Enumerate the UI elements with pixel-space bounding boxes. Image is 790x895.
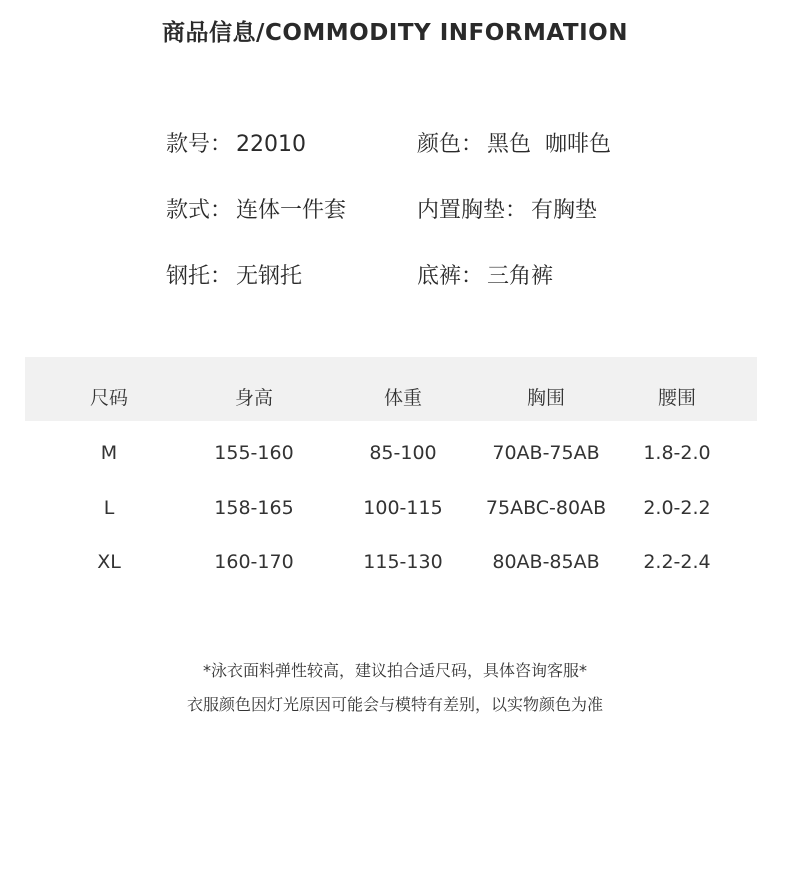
info-chest-pad [417, 196, 597, 226]
info-label: 底裤 [417, 264, 462, 289]
page-title: 商品信息/COMMODITY INFORMATION [162, 20, 628, 46]
header-cell-weight: 体重 [383, 387, 422, 409]
table-cell: XL [97, 551, 121, 573]
table-cell: 2.2-2.4 [643, 551, 711, 573]
table-cell: 70AB-75AB [492, 442, 600, 464]
info-value: 22010 [236, 132, 307, 157]
table-cell: 115-130 [363, 551, 443, 573]
header-cell-size: 尺码 [89, 387, 128, 409]
info-separator: ： [210, 198, 233, 223]
info-label: 钢托 [166, 264, 211, 289]
table-cell: 80AB-85AB [492, 551, 600, 573]
size-table [25, 357, 757, 587]
info-separator: ： [210, 132, 233, 157]
info-separator: ： [505, 198, 528, 223]
table-cell: 2.0-2.2 [643, 497, 711, 519]
info-value: 有胸垫 [531, 198, 598, 223]
info-bottom [417, 262, 553, 292]
fabric-elasticity-note: *泳衣面料弹性较高，建议拍合适尺码，具体咨询客服* [202, 661, 587, 680]
table-cell: L [103, 497, 115, 519]
header-cell-bust: 胸围 [526, 387, 565, 409]
info-label: 颜色 [417, 132, 462, 157]
table-cell: 100-115 [363, 497, 443, 519]
info-separator: ： [461, 132, 484, 157]
info-value: 三角裤 [487, 264, 554, 289]
info-label: 款号 [166, 132, 211, 157]
info-value: 连体一件套 [236, 198, 347, 223]
header-cell-waist: 腰围 [657, 387, 696, 409]
info-label: 内置胸垫 [417, 198, 506, 223]
table-cell: M [100, 442, 118, 464]
info-style-number [166, 130, 306, 160]
header-cell-height: 身高 [234, 387, 273, 409]
info-separator: ： [210, 264, 233, 289]
table-cell: 75ABC-80AB [485, 497, 607, 519]
info-underwire [166, 262, 302, 292]
info-value: 黑色 咖啡色 [487, 132, 612, 157]
table-cell: 155-160 [214, 442, 294, 464]
table-cell: 158-165 [214, 497, 294, 519]
table-cell: 1.8-2.0 [643, 442, 711, 464]
table-cell: 85-100 [369, 442, 437, 464]
info-value: 无钢托 [236, 264, 303, 289]
info-color [417, 130, 611, 160]
table-cell: 160-170 [214, 551, 294, 573]
info-style [166, 196, 346, 226]
color-difference-note: 衣服颜色因灯光原因可能会与模特有差别，以实物颜色为准 [186, 695, 603, 714]
info-separator: ： [461, 264, 484, 289]
info-label: 款式 [166, 198, 211, 223]
